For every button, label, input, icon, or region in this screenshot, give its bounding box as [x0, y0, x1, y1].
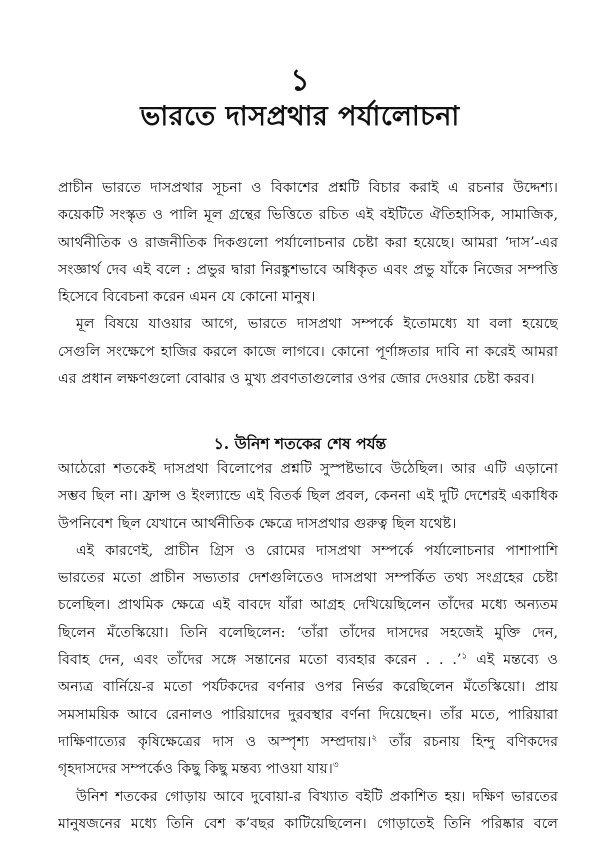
text-line: প্রাচীন ভারতে দাসপ্রথার সূচনা ও বিকাশের প্রশ্নটি বিচার করাই এ রচনার উদ্দেশ্য। [58, 180, 558, 196]
text-line: অন্যত্র বার্নিয়ে-র মতো পর্যটকদের বর্ণনার ওপর নির্ভর করেছিলেন মঁতেস্কিয়ো। প্রায় [58, 679, 558, 696]
chapter-number: ১ [290, 63, 310, 98]
text-line: আঠেরো শতকেই দাসপ্রথা বিলোপের প্রশ্নটি সুস্পষ্টভাবে উঠেছিল। আর এটি এড়ানো [58, 461, 558, 477]
text-line: উনিশ শতকের গোড়ায় আবে দুবোয়া-র বিখ্যাত বইটি প্রকাশিত হয়। দক্ষিণ ভারতের [76, 788, 558, 805]
text-segment: তাঁর রচনায় হিন্দু বণিকদের [377, 733, 558, 750]
text-line: কয়েকটি সংস্কৃত ও পালি মূল গ্রন্থের ভিত্তিতে রচিত এই বইটিতে ঐতিহাসিক, সামাজিক, [58, 207, 558, 224]
intro-text [58, 175, 558, 393]
text-segment: গৃহদাসদের সম্পর্কেও কিছু কিছু মন্তব্য পাওয়া যায়। [58, 761, 333, 778]
text-line: সেগুলি সংক্ষেপে হাজির করলে কাজে লাগবে। কোনো পূর্ণাঙ্গতার দাবি না করেই আমরা [58, 343, 558, 360]
text-line: উপনিবেশ ছিল যেখানে আর্থনীতিক ক্ষেত্রে দাসপ্রথার গুরুত্ব ছিল যথেষ্ট। [58, 515, 457, 532]
footnote-marker: ৩ [332, 760, 339, 771]
footnote-marker: ১ [461, 651, 468, 662]
text-line: ভারতের মতো প্রাচীন সভ্যতার দেশগুলিতেও দাসপ্রথা সম্পর্কিত তথ্য সংগ্রহের চেষ্টা [58, 570, 558, 587]
text-line: ছিলেন মঁতেস্কিয়ো। তিনি বলেছিলেন: ‘তাঁরা তাঁদের দাসদের সহজেই মুক্তি দেন, [58, 624, 558, 641]
text-segment: এই মন্তব্যে ও [467, 652, 558, 669]
text-line: সংজ্ঞার্থ দেব এই বলে : প্রভুর দ্বারা নিরঙ্কুশভাবে অধিকৃত এবং প্রভু যাঁকে নিজের সম্পত্তি [58, 261, 558, 278]
text-line-with-footnote [58, 756, 558, 783]
text-segment: দাক্ষিণাত্যের কৃষিক্ষেত্রের দাস ও অস্পৃশ্য সম্প্রদায়। [58, 733, 372, 750]
text-segment: বিবাহ দেন, এবং তাঁদের সঙ্গে সন্তানের মতো ব্যবহার করেন . . .’ [58, 652, 462, 669]
text-line: মানুষজনের মধ্যে তিনি বেশ ক’বছর কাটিয়েছিলেন। গোড়াতেই তিনি পরিষ্কার বলে [58, 815, 558, 832]
text-line: হিসেবে বিবেচনা করেন এমন যে কোনো মানুষ। [58, 289, 316, 306]
text-line: আর্থনীতিক ও রাজনীতিক দিকগুলো পর্যালোচনার চেষ্টা করা হয়েছে। আমরা ‘দাস’-এর [58, 234, 558, 251]
text-line-with-footnote [58, 647, 558, 674]
text-line: সমসাময়িক আবে রেনালও পারিয়াদের দুরবস্থার বর্ণনা দিয়েছেন। তাঁর মতে, পারিয়ারা [58, 706, 558, 723]
chapter-title: ভারতে দাসপ্রথার পর্যালোচনা [140, 101, 460, 132]
text-line: চলেছিল। প্রাথমিক ক্ষেত্রে এই বাবদে যাঁরা আগ্রহ দেখিয়েছিলেন তাঁদের মধ্যে অন্যতম [58, 597, 558, 614]
text-line: এই কারণেই, প্রাচীন গ্রিস ও রোমের দাসপ্রথা সম্পর্কে পর্যালোচনার পাশাপাশি [76, 542, 558, 559]
text-line-with-footnote [58, 729, 558, 756]
text-line: এর প্রধান লক্ষণগুলো বোঝার ও মুখ্য প্রবণতাগুলোর ওপর জোর দেওয়ার চেষ্টা করব। [58, 371, 535, 388]
footnote-marker: ২ [371, 733, 378, 744]
section-text [58, 456, 558, 838]
section-heading: ১. উনিশ শতকের শেষ পর্যন্ত [213, 434, 387, 453]
text-line: সম্ভব ছিল না। ফ্রান্স ও ইংল্যান্ডে এই বিতর্ক ছিল প্রবল, কেননা এই দুটি দেশেরই একাধিক [58, 488, 558, 505]
text-line: মূল বিষয়ে যাওয়ার আগে, ভারতে দাসপ্রথা সম্পর্কে ইতোমধ্যে যা বলা হয়েছে [76, 316, 558, 333]
